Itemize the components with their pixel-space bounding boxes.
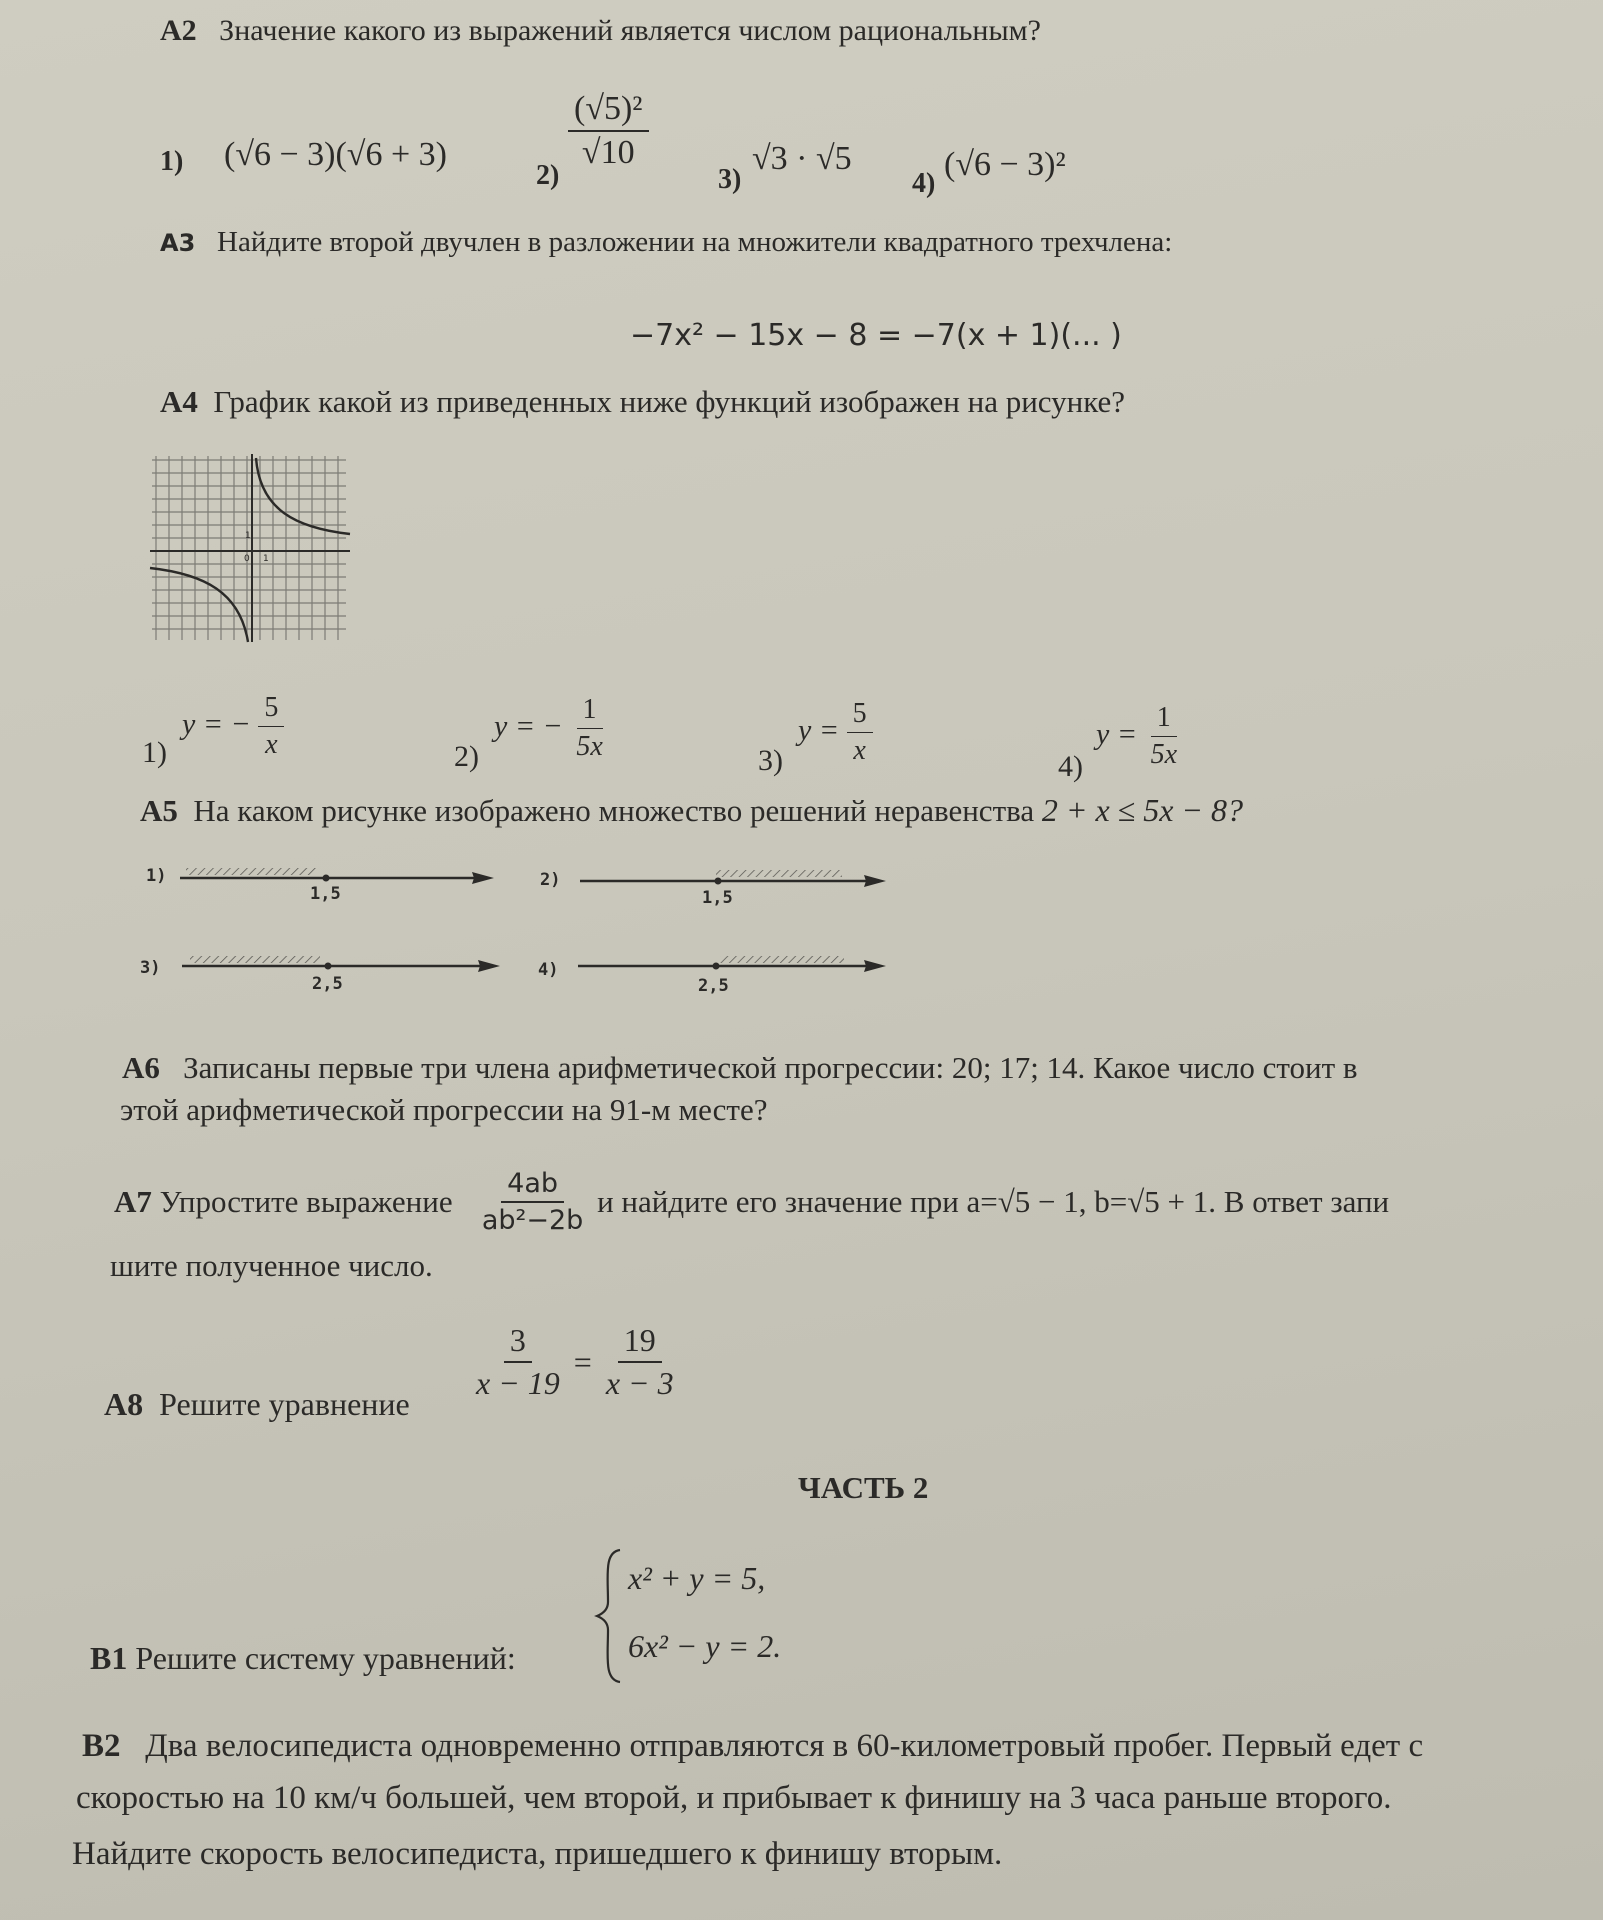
a5-line-2-shading bbox=[716, 870, 842, 877]
a8-heading bbox=[104, 1386, 410, 1423]
a4-option-2-denominator: 5x bbox=[576, 731, 603, 762]
a8-text: Решите уравнение bbox=[159, 1386, 410, 1422]
a6-text-line-1: Записаны первые три члена арифметической прогрессии: 20; 17; 14. Какое число стоит в bbox=[183, 1050, 1358, 1085]
a5-number-lines bbox=[140, 856, 900, 1006]
a5-option-2-number: 2) bbox=[540, 870, 561, 890]
a5-line-1 bbox=[180, 868, 494, 884]
a5-option-1-point-label: 1,5 bbox=[310, 884, 341, 904]
a5-line-4-point bbox=[713, 963, 720, 970]
a4-option-3 bbox=[798, 698, 873, 767]
a5-heading bbox=[140, 792, 1243, 829]
a4-option-4-denominator: 5x bbox=[1150, 739, 1177, 770]
a8-equals: = bbox=[573, 1343, 592, 1380]
b2-line-1 bbox=[82, 1728, 1423, 1765]
a7-tag: А7 bbox=[114, 1184, 152, 1219]
a7-line-1 bbox=[114, 1168, 1389, 1236]
a8-left-numerator: 3 bbox=[504, 1322, 532, 1363]
a5-line-4-arrow bbox=[864, 960, 886, 972]
a5-line-2-arrow bbox=[864, 875, 886, 887]
a4-option-4-number: 4) bbox=[1058, 750, 1083, 783]
a5-line-2-point bbox=[715, 878, 722, 885]
b2-text-line-1: Два велосипедиста одновременно отправляются в 60-километровый пробег. Первый едет с bbox=[145, 1728, 1424, 1764]
a5-line-3-shading bbox=[190, 956, 320, 963]
a2-option-3-number: 3) bbox=[718, 164, 742, 195]
a5-option-4-point-label: 2,5 bbox=[698, 976, 729, 996]
a5-line-4-shading bbox=[720, 956, 844, 963]
a6-text-line-2: этой арифметической прогрессии на 91-м месте? bbox=[120, 1092, 768, 1127]
graph-label-y1: 1 bbox=[245, 531, 251, 541]
part-2-title: ЧАСТЬ 2 bbox=[798, 1470, 929, 1505]
a2-option-4-number: 4) bbox=[912, 168, 936, 199]
a7-denominator: ab²−2b bbox=[481, 1205, 584, 1236]
a4-option-1-denominator: x bbox=[265, 729, 278, 760]
a4-option-3-denominator: x bbox=[853, 735, 866, 766]
a2-option-3-expression: √3 · √5 bbox=[752, 140, 852, 177]
b2-tag: В2 bbox=[82, 1728, 121, 1764]
a3-question: Найдите второй двучлен в разложении на множители квадратного трехчлена: bbox=[217, 226, 1173, 258]
a5-line-1-arrow bbox=[472, 872, 494, 884]
a3-equation: −7x² − 15x − 8 = −7(x + 1)(... ) bbox=[630, 318, 1122, 353]
a3-tag: А3 bbox=[160, 229, 196, 257]
graph-label-origin: 0 bbox=[244, 554, 250, 564]
b2-text-line-3: Найдите скорость велосипедиста, пришедшего к финишу вторым. bbox=[72, 1836, 1003, 1872]
a2-option-2-fraction bbox=[568, 90, 649, 172]
a4-option-3-number: 3) bbox=[758, 744, 783, 777]
a4-option-4-numerator: 1 bbox=[1151, 702, 1177, 737]
a8-right-numerator: 19 bbox=[618, 1322, 662, 1363]
a4-option-2-numerator: 1 bbox=[577, 694, 603, 729]
a4-option-1-numerator: 5 bbox=[258, 692, 284, 727]
a4-heading bbox=[160, 384, 1125, 420]
a7-text-line-2: шите полученное число. bbox=[110, 1248, 433, 1283]
hyperbola-graph bbox=[146, 450, 356, 646]
a5-line-2 bbox=[580, 870, 886, 887]
a5-option-3-point-label: 2,5 bbox=[312, 974, 343, 994]
a2-option-2-numerator: (√5)² bbox=[568, 90, 649, 132]
b1-system-brace bbox=[594, 1546, 624, 1686]
a2-option-2-denominator: √10 bbox=[581, 134, 635, 171]
a7-text-before: Упростите выражение bbox=[159, 1184, 453, 1219]
a5-line-3 bbox=[182, 956, 500, 972]
a5-tag: А5 bbox=[140, 793, 178, 828]
b1-heading bbox=[90, 1640, 516, 1677]
a4-option-1 bbox=[182, 692, 284, 761]
a4-option-4-lhs: y = bbox=[1096, 717, 1138, 751]
a6-line-1 bbox=[122, 1050, 1358, 1086]
a2-option-2-number: 2) bbox=[536, 160, 560, 191]
a2-option-4-expression: (√6 − 3)² bbox=[944, 146, 1066, 183]
a5-option-1-number: 1) bbox=[146, 866, 167, 886]
a4-tag: А4 bbox=[160, 384, 198, 419]
a5-inequality: 2 + x ≤ 5x − 8? bbox=[1041, 792, 1244, 828]
a4-option-4 bbox=[1096, 702, 1183, 771]
a8-left-denominator: x − 19 bbox=[476, 1365, 560, 1401]
hyperbola-branch-left bbox=[150, 568, 248, 642]
a2-tag: А2 bbox=[160, 14, 197, 47]
a8-tag: А8 bbox=[104, 1386, 144, 1422]
graph-grid bbox=[152, 456, 346, 640]
a7-text-after: и найдите его значение при a=√5 − 1, b=√5 + 1. В ответ запи bbox=[597, 1184, 1390, 1219]
hyperbola-branch-right bbox=[256, 458, 350, 534]
a5-line-1-point bbox=[323, 875, 330, 882]
a2-option-1-expression: (√6 − 3)(√6 + 3) bbox=[224, 136, 447, 173]
graph-label-x1: 1 bbox=[263, 554, 269, 564]
a6-tag: А6 bbox=[122, 1050, 160, 1085]
a5-option-4-number: 4) bbox=[538, 960, 559, 980]
a5-line-4 bbox=[578, 956, 886, 972]
a2-heading bbox=[160, 14, 1041, 48]
a2-option-1-number: 1) bbox=[160, 146, 184, 177]
a5-option-2-point-label: 1,5 bbox=[702, 888, 733, 908]
a4-option-2 bbox=[494, 694, 609, 763]
b1-equation-2: 6x² − y = 2. bbox=[628, 1628, 782, 1664]
a4-option-3-numerator: 5 bbox=[847, 698, 873, 733]
a3-heading bbox=[160, 226, 1172, 259]
a4-option-1-number: 1) bbox=[142, 736, 167, 769]
a5-option-3-number: 3) bbox=[140, 958, 161, 978]
a4-option-3-lhs: y = bbox=[798, 713, 840, 747]
b2-text-line-2: скоростью на 10 км/ч большей, чем второй, и прибывает к финишу на 3 часа раньше второго. bbox=[76, 1780, 1392, 1816]
a5-line-3-arrow bbox=[478, 960, 500, 972]
a5-line-1-shading bbox=[186, 868, 316, 875]
a4-question: График какой из приведенных ниже функций изображен на рисунке? bbox=[213, 384, 1126, 419]
a5-line-3-point bbox=[325, 963, 332, 970]
a4-option-1-lhs: y = − bbox=[182, 707, 251, 741]
b1-text: Решите систему уравнений: bbox=[135, 1640, 516, 1676]
a5-question: На каком рисунке изображено множество решений неравенства bbox=[193, 793, 1035, 828]
a2-question: Значение какого из выражений является числом рациональным? bbox=[219, 14, 1041, 47]
a8-right-denominator: x − 3 bbox=[605, 1365, 674, 1401]
a4-option-2-number: 2) bbox=[454, 740, 479, 773]
b1-tag: В1 bbox=[90, 1640, 128, 1676]
a8-equation bbox=[470, 1322, 680, 1402]
a4-option-2-lhs: y = − bbox=[494, 709, 563, 743]
a7-numerator: 4ab bbox=[501, 1168, 564, 1203]
b1-equation-1: x² + y = 5, bbox=[628, 1560, 766, 1596]
